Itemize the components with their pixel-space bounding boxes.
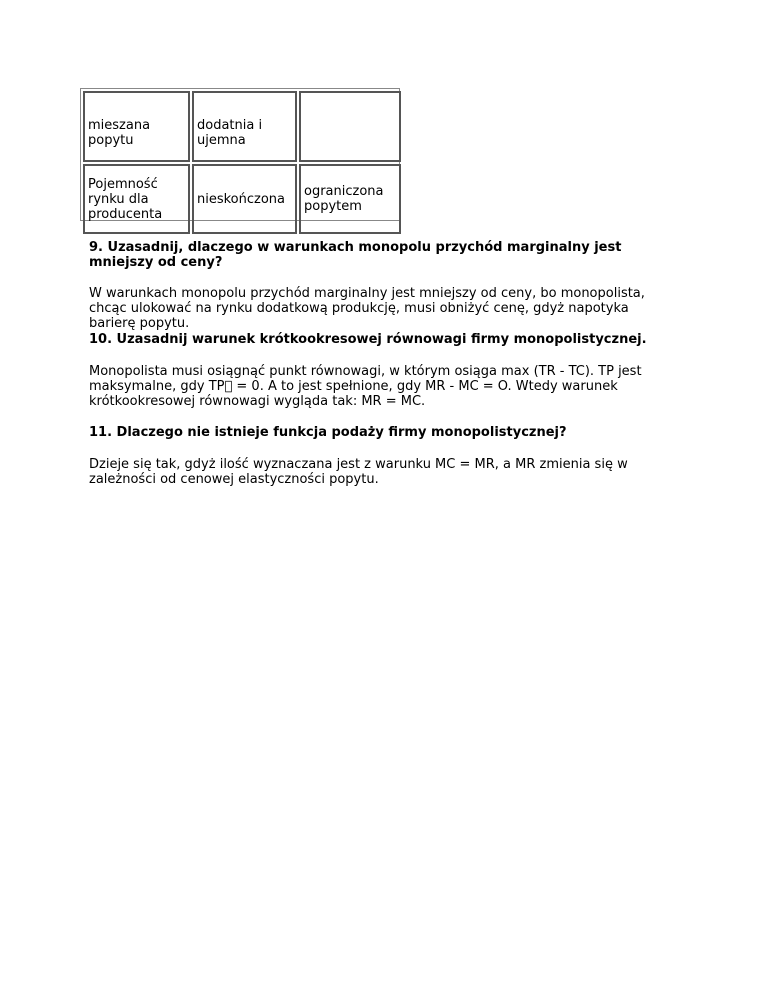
question-11: 11. Dlaczego nie istnieje funkcja podaży firmy monopolistycznej?: [89, 425, 567, 440]
table-row: [83, 164, 401, 234]
question-10: 10. Uzasadnij warunek krótkookresowej równowagi firmy monopolistycznej.: [89, 332, 647, 347]
question-9: 9. Uzasadnij, dlaczego w warunkach monopolu przychód marginalny jest mniejszy od ceny?: [89, 240, 622, 270]
comparison-table-grid: [81, 89, 403, 236]
table-row: [83, 91, 401, 162]
table-cell: Pojemność rynku dla producenta: [83, 164, 190, 234]
table-cell: mieszana popytu: [83, 91, 190, 162]
table-cell: [299, 91, 401, 162]
answer-11: Dzieje się tak, gdyż ilość wyznaczana jest z warunku MC = MR, a MR zmienia się w zależności od cenowej elastyczności popytu.: [89, 457, 628, 487]
table-cell: nieskończona: [192, 164, 297, 234]
table-cell: dodatnia i ujemna: [192, 91, 297, 162]
answer-9: W warunkach monopolu przychód marginalny jest mniejszy od ceny, bo monopolista, chcąc ulokować na rynku dodatkową produkcję, musi obniżyć cenę, gdyż napotyka barierę popytu.: [89, 286, 645, 331]
answer-10: Monopolista musi osiągnąć punkt równowagi, w którym osiąga max (TR - TC). TP jest maksymalne, gdy TP = 0. A to jest spełnione, gdy MR - MC = O. Wtedy warunek krótkookresowej równowagi wygląda tak: MR = MC.: [89, 364, 642, 409]
table-cell: ograniczona popytem: [299, 164, 401, 234]
comparison-table: [80, 88, 400, 221]
